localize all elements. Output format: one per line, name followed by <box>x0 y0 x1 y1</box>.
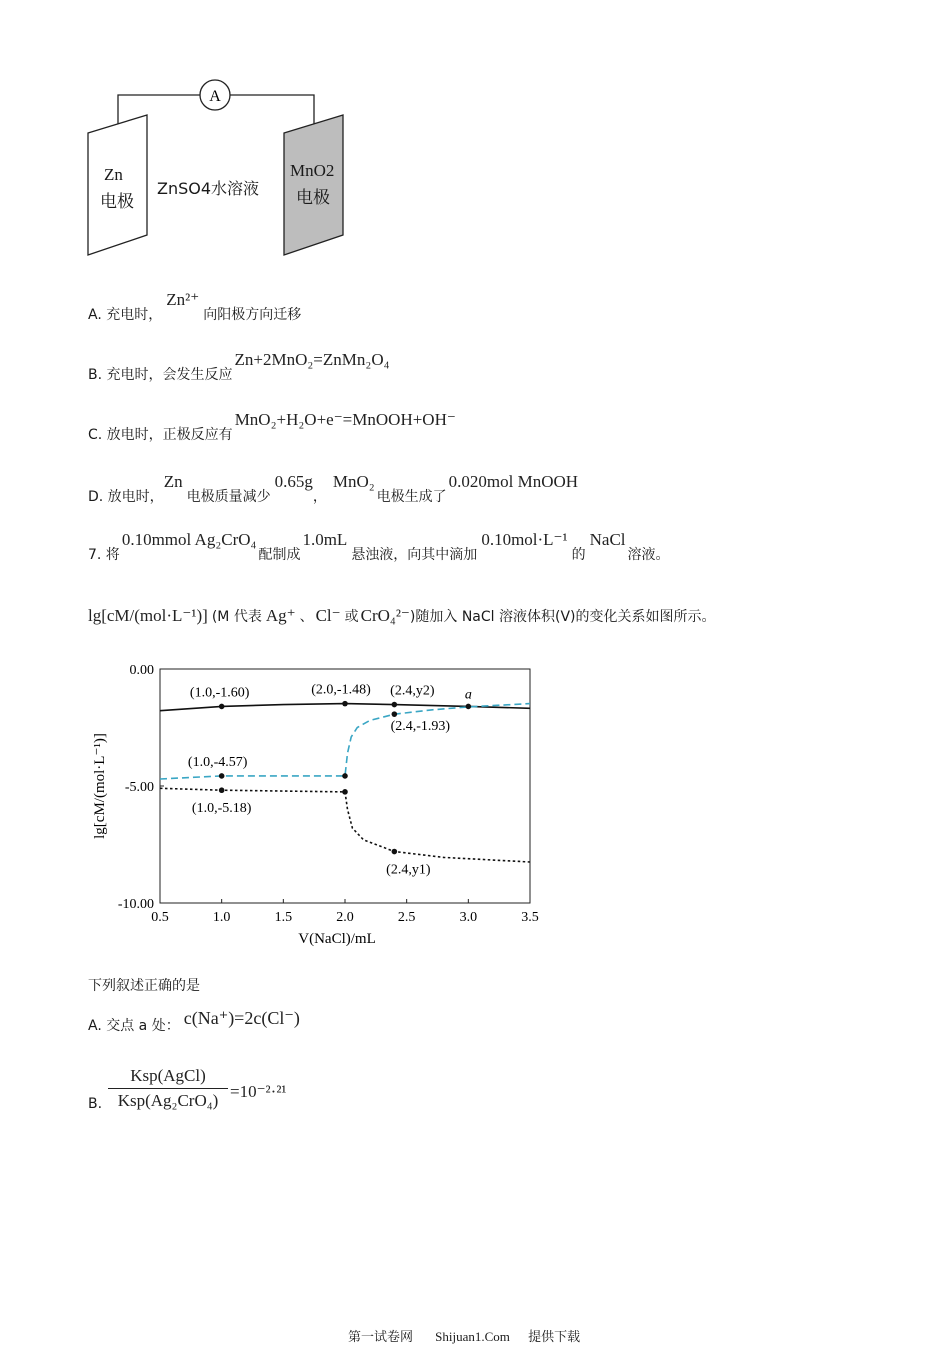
x-axis-label: V(NaCl)/mL <box>298 931 376 947</box>
solution-label: ZnSO4水溶液 <box>157 179 260 198</box>
point-label: (1.0,-5.18) <box>191 801 252 817</box>
fraction-denominator: Ksp(Ag₂CrO₄) <box>117 1091 219 1110</box>
q7-option-a: A. 交点 a 处： c(Na⁺)=2c(Cl⁻) <box>88 1008 300 1034</box>
x-tick-label: 2.5 <box>397 910 416 925</box>
x-tick-label: 3.0 <box>459 910 478 925</box>
data-point <box>392 711 398 717</box>
zn-electrode <box>88 115 147 255</box>
data-point <box>342 789 348 795</box>
y-tick-label: 0.00 <box>129 663 154 678</box>
fraction-rhs: =10⁻²·²¹ <box>230 1082 287 1101</box>
data-point <box>392 702 398 708</box>
data-point <box>219 787 225 793</box>
fraction-numerator: Ksp(AgCl) <box>130 1066 206 1085</box>
point-label: a <box>464 687 472 703</box>
data-point <box>466 704 472 710</box>
point-label: (2.4,y1) <box>386 862 431 878</box>
data-point <box>342 773 348 779</box>
data-point <box>219 704 225 710</box>
point-label: (2.4,-1.93) <box>390 719 451 735</box>
x-tick-label: 3.5 <box>521 910 539 925</box>
data-point <box>392 849 398 855</box>
zn-electrode-label-2: 电极 <box>100 192 134 212</box>
q7-question: 下列叙述正确的是 <box>88 978 200 994</box>
x-tick-label: 1.0 <box>212 910 231 925</box>
zn-electrode-label-1: Zn <box>104 165 123 184</box>
point-label: (2.4,y2) <box>390 683 435 699</box>
q6-option-a: A. 充电时，Zn²⁺向阳极方向迁移 <box>88 290 302 323</box>
point-label: (1.0,-4.57) <box>187 754 248 770</box>
data-point <box>219 773 225 779</box>
y-tick-label: -10.00 <box>117 897 154 912</box>
point-label: (1.0,-1.60) <box>189 685 250 701</box>
fraction-bar <box>108 1088 228 1089</box>
y-axis-label: lg[cM/(mol·L⁻¹)] <box>92 733 108 839</box>
q6-option-d: D. 放电时，Zn电极质量减少0.65g，MnO₂电极生成了0.020mol MnOOH <box>88 472 579 505</box>
series-line-2 <box>160 788 530 862</box>
ammeter-label: A <box>209 88 221 105</box>
x-tick-label: 1.5 <box>274 910 293 925</box>
q7-line1: 7. 将0.10mmol Ag₂CrO₄配制成1.0mL悬浊液，向其中滴加0.10mol·L⁻¹的NaCl溶液。 <box>88 530 670 563</box>
ksp-fraction <box>108 1066 228 1111</box>
mno2-electrode-label-1: MnO2 <box>290 161 335 180</box>
right-wire <box>230 95 314 125</box>
q7-line2: lg[cM/(mol·L⁻¹)] (M 代表 Ag⁺ 、 Cl⁻ 或 CrO₄²⁻)随加入 NaCl 溶液体积(V)的变化关系如图所示。 <box>88 606 716 625</box>
y-tick-label: -5.00 <box>124 780 154 795</box>
footer: 第一试卷网 Shijuan1.Com 提供下载 <box>348 1329 581 1345</box>
q6-option-c: C. 放电时，正极反应有MnO₂+H₂O+e⁻=MnOOH+OH⁻ <box>88 410 456 443</box>
x-tick-label: 0.5 <box>151 910 169 925</box>
data-point <box>342 701 348 707</box>
mno2-electrode-label-2: 电极 <box>296 188 330 208</box>
concentration-chart <box>80 655 560 960</box>
q6-option-b: B. 充电时，会发生反应Zn+2MnO₂=ZnMn₂O₄ <box>88 350 390 383</box>
point-label: (2.0,-1.48) <box>311 682 371 698</box>
x-tick-label: 2.0 <box>336 910 354 925</box>
